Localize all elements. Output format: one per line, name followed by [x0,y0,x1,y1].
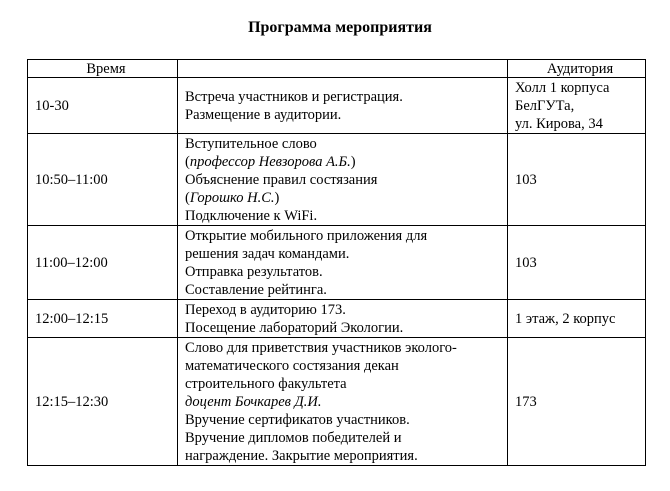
time-cell: 10:50–11:00 [28,134,178,226]
table-row [28,338,646,466]
event-line [185,393,507,411]
room-cell [508,134,646,226]
room-cell [508,226,646,300]
table-header-row [28,60,646,78]
event-line: Отправка результатов. [185,263,323,280]
speaker-name: Горошко Н.С. [189,189,275,206]
event-cell [178,300,508,338]
event-line: Посещение лабораторий Экологии. [185,319,404,336]
event-line: Встреча участников и регистрация. [185,88,403,105]
event-line: Вручение сертификатов участников. [185,411,410,428]
table-row [28,226,646,300]
event-line: Составление рейтинга. [185,281,327,298]
event-line: математического состязания декан [185,357,399,374]
event-line: Слово для приветствия участников эколого- [185,339,457,356]
event-line: Объяснение правил состязания [185,171,378,188]
document-title: Программа мероприятия [248,19,432,36]
event-line: строительного факультета [185,375,347,392]
event-line [185,189,507,207]
room-line: 103 [515,171,537,188]
paren-close: ) [350,153,356,170]
room-line: Холл 1 корпуса [515,79,610,96]
table-row [28,78,646,134]
room-line: ул. Кирова, 34 [515,115,603,132]
header-room: Аудитория [508,60,646,78]
room-cell [508,300,646,338]
event-line: Размещение в аудитории. [185,106,342,123]
header-event [178,60,508,78]
event-cell [178,338,508,466]
event-line: Вручение дипломов победителей и [185,429,402,446]
time-cell: 12:00–12:15 [28,300,178,338]
event-cell [178,134,508,226]
event-line: Вступительное слово [185,135,317,152]
room-cell [508,338,646,466]
header-time: Время [28,60,178,78]
event-line: решения задач командами. [185,245,350,262]
time-cell: 12:15–12:30 [28,338,178,466]
event-line: Переход в аудиторию 173. [185,301,346,318]
event-line: Подключение к WiFi. [185,207,318,224]
event-line [185,153,507,171]
room-line: 103 [515,254,537,271]
time-cell: 10-30 [28,78,178,134]
schedule-table [27,59,646,466]
room-line: БелГУТа, [515,97,575,114]
event-line: Открытие мобильного приложения для [185,227,428,244]
table-row [28,134,646,226]
paren-open: ( [185,189,190,206]
time-cell: 11:00–12:00 [28,226,178,300]
event-cell [178,226,508,300]
room-line: 1 этаж, 2 корпус [515,310,616,327]
speaker-name: профессор Невзорова А.Б. [189,153,351,170]
paren-close: ) [274,189,280,206]
event-cell [178,78,508,134]
room-cell [508,78,646,134]
room-line: 173 [515,393,537,410]
table-row [28,300,646,338]
event-line: награждение. Закрытие мероприятия. [185,447,418,464]
paren-open: ( [185,153,190,170]
speaker-name: доцент Бочкарев Д.И. [185,393,322,410]
